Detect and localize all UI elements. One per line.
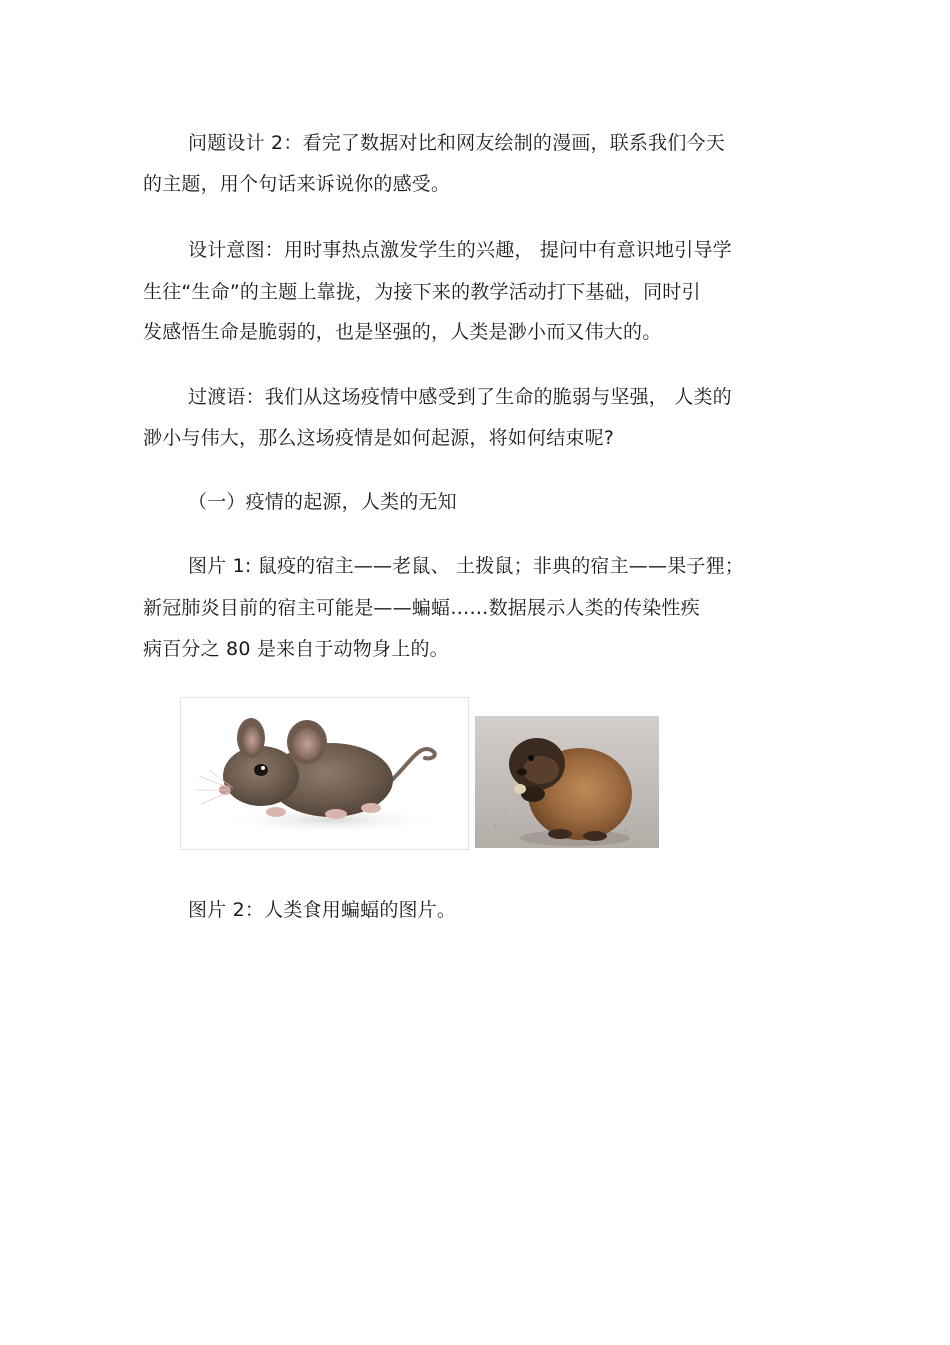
- design-intent-line-2: 生往“生命”的主题上靠拢，为接下来的教学活动打下基础，同时引: [143, 281, 701, 303]
- picture-1-line-3: 病百分之 80 是来自于动物身上的。: [143, 638, 449, 660]
- picture-2-caption: 图片 2：人类食用蝙蝠的图片。: [188, 899, 457, 921]
- transition-line-2: 渺小与伟大，那么这场疫情是如何起源，将如何结束呢?: [143, 427, 615, 449]
- picture-1-line-2: 新冠肺炎目前的宿主可能是——蝙蝠……数据展示人类的传染性疾: [143, 597, 700, 619]
- section-heading: （一）疫情的起源，人类的无知: [188, 491, 457, 513]
- design-intent-line-1: 设计意图：用时事热点激发学生的兴趣， 提问中有意识地引导学: [188, 239, 732, 261]
- design-intent-line-3: 发感悟生命是脆弱的，也是坚强的，人类是渺小而又伟大的。: [143, 321, 662, 343]
- transition-line-1: 过渡语：我们从这场疫情中感受到了生命的脆弱与坚强， 人类的: [188, 386, 732, 408]
- mouse-photo: [180, 697, 469, 850]
- groundhog-photo: [475, 716, 659, 848]
- picture-1-line-1: 图片 1: 鼠疫的宿主——老鼠、 土拨鼠；非典的宿主——果子狸；: [188, 555, 745, 577]
- question-design-line-1: 问题设计 2：看完了数据对比和网友绘制的漫画，联系我们今天: [188, 132, 725, 154]
- question-design-line-2: 的主题，用个句话来诉说你的感受。: [143, 173, 451, 195]
